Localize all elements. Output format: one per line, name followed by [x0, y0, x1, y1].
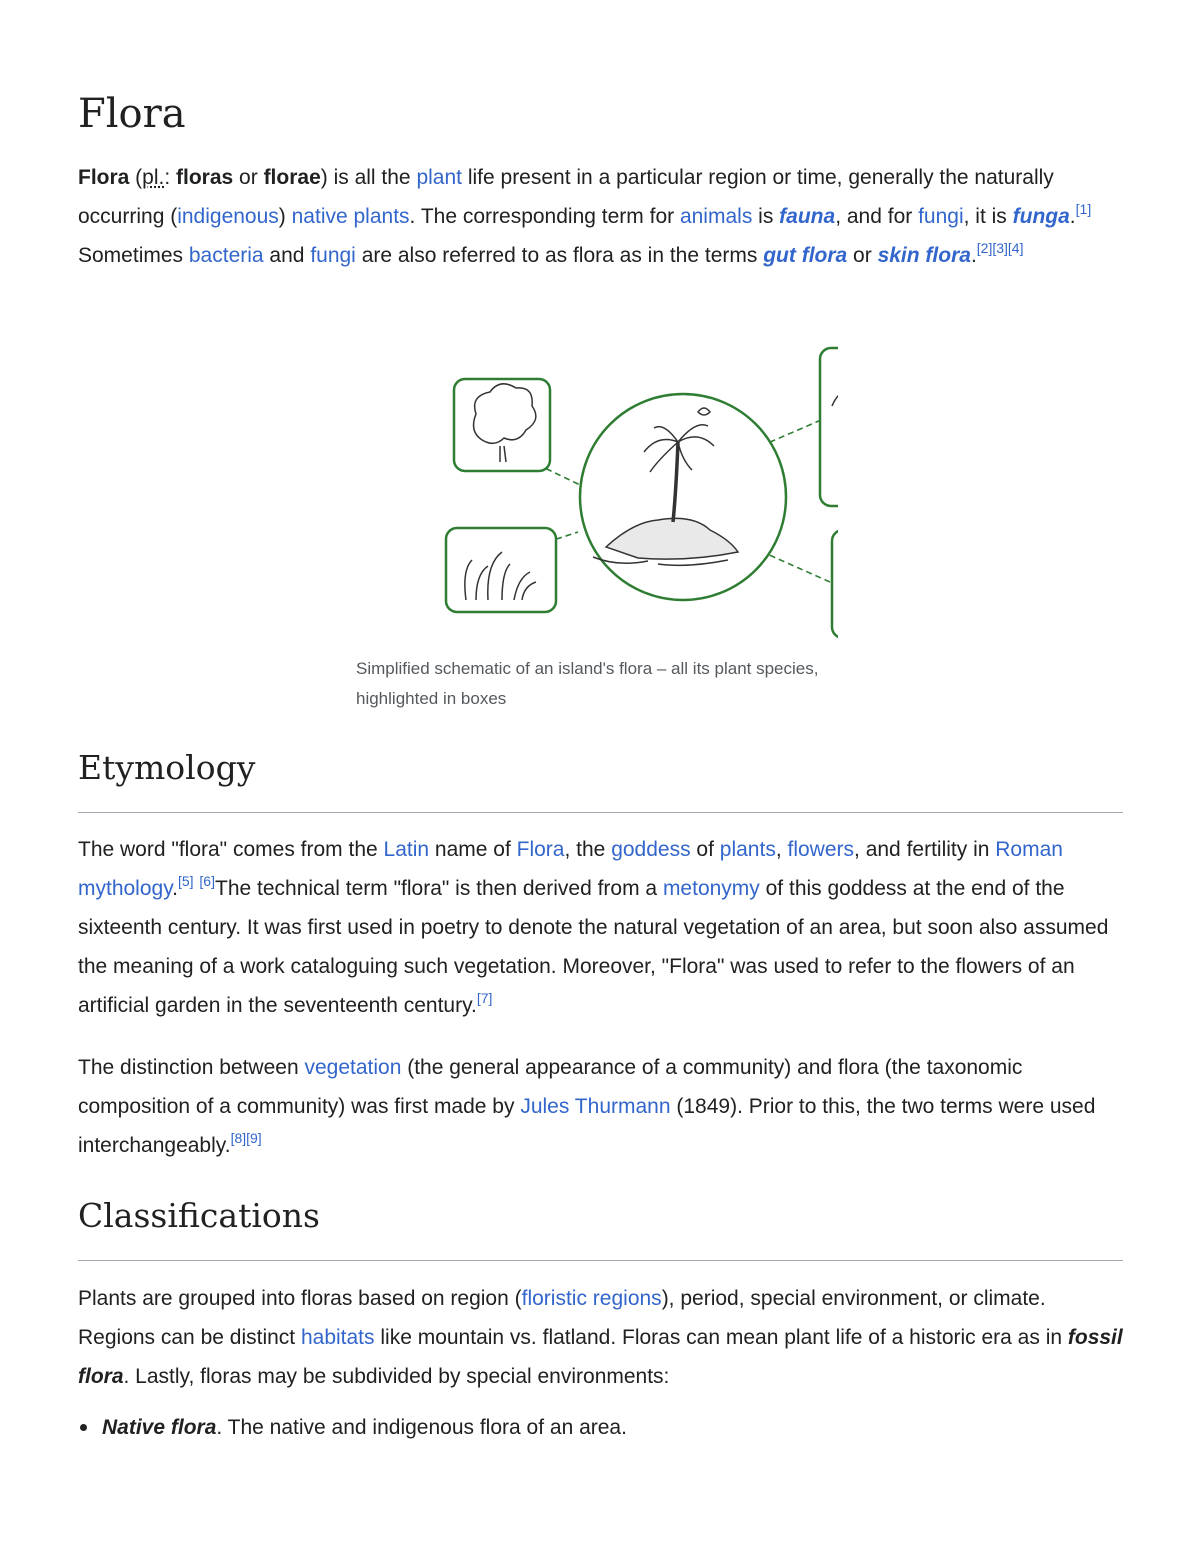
- intro-paragraph: Flora (pl.: floras or florae) is all the plant life present in a particular region or time, generally the naturally occurring (indigenous) native plants. The corresponding term for animals is fauna, and for fungi, it is funga.[1] Sometimes bacteria and fungi are also referred to as flora as in the terms gut flora or skin flora.[2][3][4]: [78, 166, 1092, 267]
- link-fauna[interactable]: fauna: [779, 205, 836, 228]
- link-native-plants[interactable]: native plants: [291, 205, 410, 228]
- term-native-flora: Native flora: [102, 1416, 217, 1439]
- link-plant[interactable]: plant: [416, 166, 462, 189]
- island-flora-figure[interactable]: [358, 342, 838, 642]
- figure-caption: Simplified schematic of an island's flora – all its plant species, highlighted in boxes: [356, 659, 819, 708]
- classifications-heading: Classifications: [78, 1196, 320, 1235]
- link-plants[interactable]: plants: [719, 838, 776, 861]
- link-flora-goddess[interactable]: Flora: [516, 838, 565, 861]
- ref-2-3-4[interactable]: [2][3][4]: [976, 240, 1024, 256]
- ref-6[interactable]: [6]: [199, 873, 215, 889]
- ref-7[interactable]: [7]: [476, 990, 493, 1006]
- link-goddess[interactable]: goddess: [611, 838, 691, 861]
- ref-5[interactable]: [5]: [178, 873, 194, 889]
- etymology-divider: [78, 812, 1123, 813]
- term-fossil-flora: fossil flora: [78, 1326, 1123, 1388]
- term-florae: florae: [263, 166, 321, 189]
- term-floras: floras: [176, 166, 234, 189]
- link-fungi-2[interactable]: fungi: [310, 244, 356, 267]
- ref-1[interactable]: [1]: [1075, 201, 1092, 217]
- etymology-heading: Etymology: [78, 748, 256, 787]
- link-roman-mythology[interactable]: Roman mythology: [78, 838, 1063, 900]
- etymology-paragraph-1: The word "flora" comes from the Latin name of Flora, the goddess of plants, flowers, and fertility in Roman mythology.[5] [6]The technical term "flora" is then derived from a metonymy of this goddess at the end of the sixteenth century. It was first used in poetry to denote the natural vegetation of an area, but soon also assumed the meaning of a work cataloguing such vegetation. Moreover, "Flora" was used to refer to the flowers of an artificial garden in the seventeenth century.[7]: [78, 838, 1109, 1017]
- etymology-paragraph-2: The distinction between vegetation (the general appearance of a community) and flora (the taxonomic composition of a community) was first made by Jules Thurmann (1849). Prior to this, the two terms were used interchangeably.[8][9]: [78, 1056, 1096, 1157]
- link-vegetation[interactable]: vegetation: [304, 1056, 402, 1079]
- link-habitats[interactable]: habitats: [300, 1326, 375, 1349]
- link-indigenous[interactable]: indigenous: [177, 205, 279, 228]
- list-item: Native flora. The native and indigenous flora of an area.: [78, 1408, 1123, 1447]
- island-schematic-image: [358, 342, 838, 642]
- plural-abbr: pl.: [142, 166, 165, 189]
- link-flowers[interactable]: flowers: [787, 838, 855, 861]
- classifications-divider: [78, 1260, 1123, 1261]
- classifications-paragraph: Plants are grouped into floras based on region (floristic regions), period, special environment, or climate. Regions can be distinct habitats like mountain vs. flatland. Floras can mean plant life of a historic era as in fossil flora. Lastly, floras may be subdivided by special environments:: [78, 1287, 1123, 1388]
- link-gut-flora[interactable]: gut flora: [763, 244, 848, 267]
- link-funga[interactable]: funga: [1012, 205, 1070, 228]
- term-flora: Flora: [78, 166, 130, 189]
- ref-8-9[interactable]: [8][9]: [230, 1130, 262, 1146]
- link-latin[interactable]: Latin: [383, 838, 430, 861]
- link-bacteria[interactable]: bacteria: [188, 244, 264, 267]
- bullet-icon: [80, 1424, 87, 1431]
- page-title: Flora: [78, 91, 186, 137]
- flora-types-list: [78, 1408, 1123, 1447]
- link-jules-thurmann[interactable]: Jules Thurmann: [520, 1095, 671, 1118]
- link-fungi[interactable]: fungi: [918, 205, 964, 228]
- link-floristic-regions[interactable]: floristic regions: [521, 1287, 662, 1310]
- link-metonymy[interactable]: metonymy: [662, 877, 760, 900]
- link-skin-flora[interactable]: skin flora: [877, 244, 971, 267]
- link-animals[interactable]: animals: [679, 205, 753, 228]
